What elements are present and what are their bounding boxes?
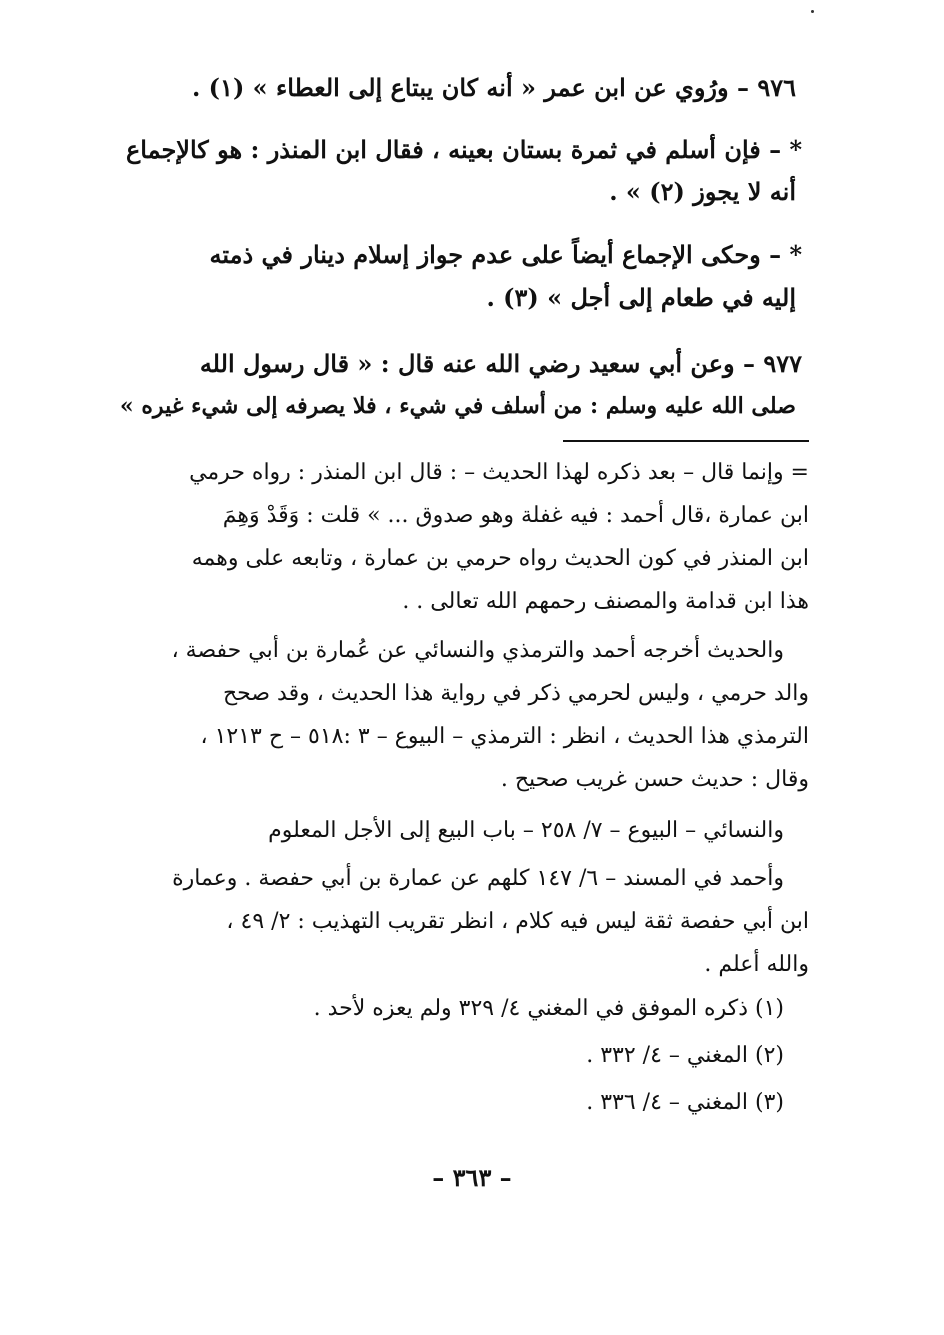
footnote-line-3: ابن المنذر في كون الحديث رواه حرمي بن عمارة ، وتابعه على وهمه (191, 546, 809, 571)
footnote-line-9: والنسائي – البيوع – ٧/ ٢٥٨ – باب البيع إلى الأجل المعلوم (268, 818, 784, 843)
note-2: (٢) المغني – ٤/ ٣٣٢ . (586, 1043, 784, 1068)
footnote-line-6: والد حرمي ، وليس لحرمي ذكر في رواية هذا الحديث ، وقد صحح (222, 681, 809, 706)
footnote-separator (563, 440, 809, 442)
main-line-5: إليه في طعام إلى أجل » (٣) . (486, 283, 796, 312)
note-1: (١) ذكره الموفق في المغني ٤/ ٣٢٩ ولم يعزه لأحد . (313, 996, 784, 1021)
footnote-line-10: وأحمد في المسند – ٦/ ١٤٧ كلهم عن عمارة بن أبي حفصة . وعمارة (172, 866, 784, 891)
footnote-line-2: ابن عمارة ،قال أحمد : فيه غفلة وهو صدوق ... » قلت : وَقَدْ وَهِمَ (222, 503, 809, 528)
footnote-line-5: والحديث أخرجه أحمد والترمذي والنسائي عن عُمارة بن أبي حفصة ، (171, 638, 784, 663)
main-line-2: * – فإن أسلم في ثمرة بستان بعينه ، فقال ابن المنذر : هو كالإجماع (125, 135, 802, 164)
main-line-7: صلى الله عليه وسلم : من أسلف في شيء ، فلا يصرفه إلى شيء غيره » (119, 393, 796, 419)
main-line-6: ٩٧٧ – وعن أبي سعيد رضي الله عنه قال : « قال رسول الله (199, 349, 802, 378)
note-3: (٣) المغني – ٤/ ٣٣٦ . (586, 1090, 784, 1115)
page-number: – ٣٦٣ – (432, 1163, 512, 1192)
footnote-line-8: وقال : حديث حسن غريب صحيح . (500, 767, 809, 792)
main-line-4: * – وحكى الإجماع أيضاً على عدم جواز إسلام دينار في ذمته (209, 240, 802, 269)
main-line-3: أنه لا يجوز (٢) » . (609, 177, 796, 206)
footnote-line-4: هذا ابن قدامة والمصنف رحمهم الله تعالى . . (402, 589, 809, 614)
scan-speck (811, 10, 814, 13)
footnote-line-7: الترمذي هذا الحديث ، انظر : الترمذي – البيوع – ٣ :٥١٨ – ح ١٢١٣ ، (200, 724, 809, 749)
main-line-1: ٩٧٦ – ورُوي عن ابن عمر « أنه كان يبتاع إلى العطاء » (١) . (191, 73, 796, 102)
footnote-line-1: = وإنما قال – بعد ذكره لهذا الحديث – : قال ابن المنذر : رواه حرمي (189, 460, 809, 485)
footnote-line-12: والله أعلم . (704, 952, 809, 977)
footnote-line-11: ابن أبي حفصة ثقة ليس فيه كلام ، انظر تقريب التهذيب : ٢/ ٤٩ ، (226, 909, 809, 934)
